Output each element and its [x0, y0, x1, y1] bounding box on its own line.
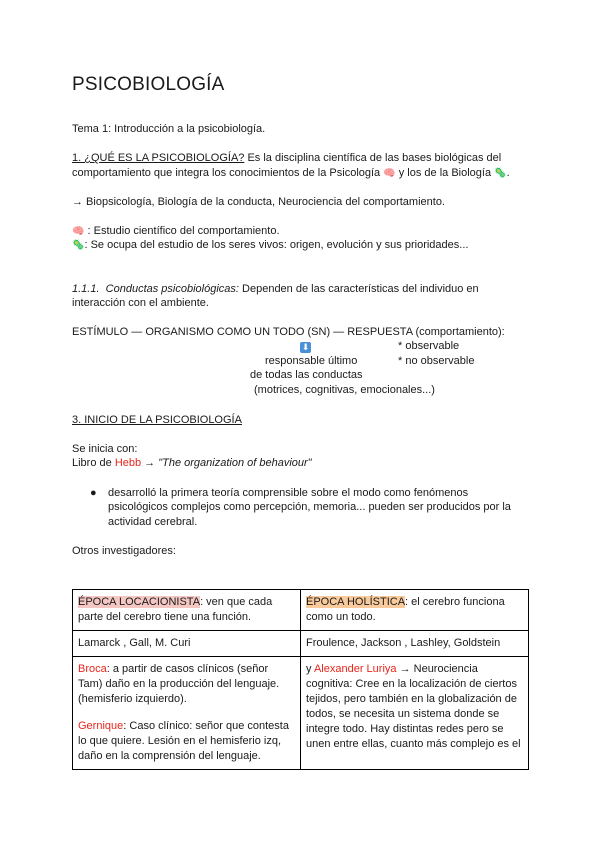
table-row	[73, 657, 529, 770]
libro-prefix: Libro de	[72, 457, 115, 469]
todas-conductas: de todas las conductas	[250, 369, 363, 381]
observable: * observable	[398, 340, 460, 352]
s1-synonyms: → Biopsicología, Biología de la conducta, Neurociencia del comportamiento.	[72, 196, 445, 208]
luriya-text-b: cognitiva: Cree en la localización de ciertos	[306, 678, 517, 690]
otros-investigadores: Otros investigadores:	[72, 545, 176, 557]
luriya-name: Alexander Luriya	[313, 663, 397, 675]
table-cell-names-left	[73, 631, 301, 657]
s111-label: Conductas psicobiológicas:	[105, 283, 239, 295]
brain-def-text: : Estudio científico del comportamiento.	[84, 225, 280, 237]
table-row	[73, 631, 529, 657]
microbe-icon: 🦠	[72, 240, 85, 251]
arrow-down-icon	[300, 339, 311, 354]
s3-libro	[72, 456, 312, 471]
s1-def-c: y los de la Biología	[395, 167, 495, 179]
epochs-table	[72, 589, 529, 770]
bullet-line3: actividad cerebral.	[108, 516, 198, 528]
names-right: Froulence, Jackson , Lashley, Goldstein	[306, 637, 501, 649]
s1-heading: 1. ¿QUÉ ES LA PSICOBIOLOGÍA?	[72, 152, 245, 164]
table-cell-holistica	[301, 590, 529, 631]
gernique-text-b: lo que quiere. Lesión en el hemisferio izq,	[78, 735, 282, 747]
holistica-text-a: : el cerebro funciona	[405, 596, 505, 608]
s3-heading: 3. INICIO DE LA PSICOBIOLOGÍA	[72, 414, 242, 426]
diagram-line: ESTÍMULO — ORGANISMO COMO UN TODO (SN) — RESPUESTA (comportamiento):	[72, 326, 505, 338]
broca-text-b: Tam) daño en la producción del lenguaje.	[78, 678, 280, 690]
tema-line: Tema 1: Introducción a la psicobiología.	[72, 123, 266, 135]
conducta-types: (motrices, cognitivas, emocionales...)	[254, 384, 435, 396]
table-row	[73, 590, 529, 631]
gernique-text-c: daño en la comprensión del lenguaje.	[78, 750, 261, 762]
brain-definition	[72, 224, 280, 239]
table-cell-broca-gernique	[73, 657, 301, 770]
locacionista-text-a: : ven que cada	[200, 596, 273, 608]
microbe-icon: 🦠	[494, 168, 507, 179]
bullet-dot: ●	[90, 487, 97, 499]
s111-line1	[72, 282, 479, 297]
s1-def-b: comportamiento que integra los conocimientos de la Psicología	[72, 167, 384, 179]
arrow-down-glyph: ⬇	[301, 342, 310, 352]
page-title: PSICOBIOLOGÍA	[72, 74, 225, 95]
brain-icon: 🧠	[383, 168, 396, 179]
no-observable: * no observable	[398, 355, 475, 367]
s1-def-end: .	[506, 167, 510, 179]
luriya-prefix: y	[306, 663, 314, 675]
bullet-line1: desarrolló la primera teoría comprensible sobre el modo como fenómenos	[108, 487, 469, 499]
table-cell-names-right	[301, 631, 529, 657]
microbe-def-text: : Se ocupa del estudio de los seres vivos: origen, evolución y sus prioridades...	[84, 239, 469, 251]
luriya-text-a: → Neurociencia	[396, 663, 478, 675]
brain-icon: 🧠	[72, 226, 85, 237]
s111-line2: interacción con el ambiente.	[72, 297, 209, 309]
luriya-text-e: integre todo. Hay distintas redes pero se	[306, 723, 504, 735]
names-left: Lamarck , Gall, M. Curi	[78, 637, 191, 649]
broca-text-a: : a partir de casos clínicos (señor	[106, 663, 269, 675]
microbe-definition	[72, 238, 468, 253]
table-cell-locacionista	[73, 590, 301, 631]
broca-name: Broca	[78, 663, 107, 675]
book-title: "The organization of behaviour"	[158, 457, 312, 469]
gernique-text-a: : Caso clínico: señor que contesta	[123, 720, 289, 732]
bullet-line2: psicológicos complejos como percepción, memoria... pueden ser producidos por la	[108, 501, 511, 513]
locacionista-heading: ÉPOCA LOCACIONISTA	[78, 596, 201, 608]
s1-definition-line1	[72, 151, 501, 166]
holistica-heading: ÉPOCA HOLÍSTICA	[306, 596, 406, 608]
s1-definition-line2	[72, 166, 510, 181]
responsable-line: responsable último	[265, 355, 358, 367]
s111-text-a: Dependen de las características del individuo en	[238, 283, 479, 295]
hebb-name: Hebb	[114, 457, 142, 469]
luriya-text-c: tejidos, pero también en la globalización de	[306, 693, 517, 705]
broca-text-c: (hemisferio izquierdo).	[78, 693, 187, 705]
holistica-text-b: como un todo.	[306, 611, 376, 623]
s3-inicio: Se inicia con:	[72, 443, 138, 455]
luriya-text-f: unen entre ellas, cuanto más complejo es el	[306, 738, 521, 750]
gernique-name: Gernique	[78, 720, 124, 732]
locacionista-text-b: parte del cerebro tiene una función.	[78, 611, 252, 623]
s1-def-a: Es la disciplina científica de las bases biológicas del	[244, 152, 502, 164]
s111-number: 1.1.1.	[72, 283, 100, 295]
table-cell-luriya	[301, 657, 529, 770]
luriya-text-d: todos, se necesita un sistema donde se	[306, 708, 500, 720]
libro-arrow: →	[141, 457, 159, 469]
